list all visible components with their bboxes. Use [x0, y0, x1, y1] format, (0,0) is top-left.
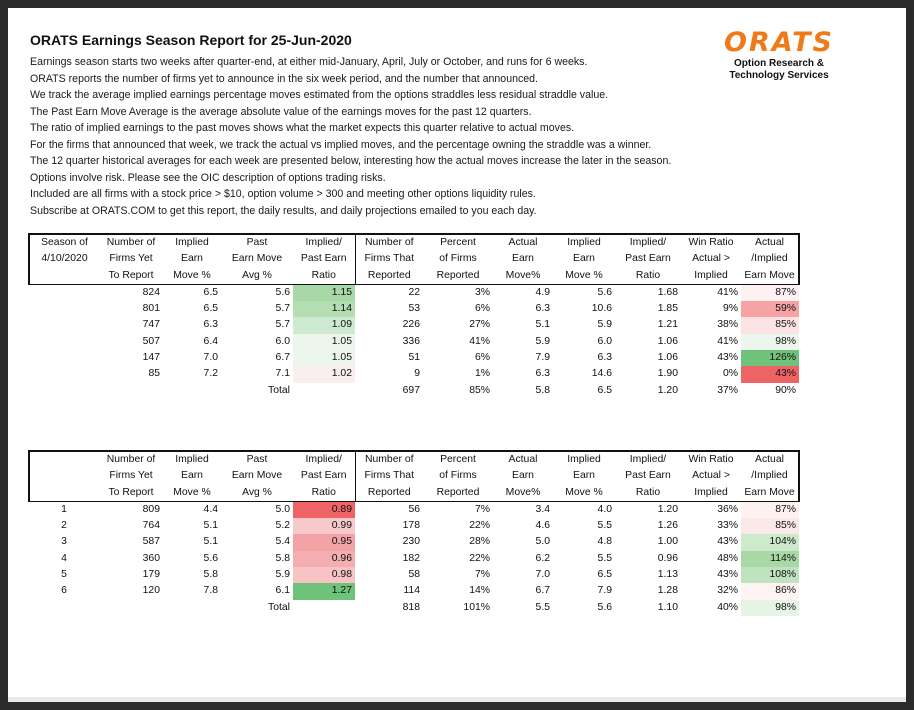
logo-subtitle: Option Research & — [733, 58, 825, 69]
table-cell: 1% — [474, 368, 490, 380]
column-header: Reported — [355, 485, 423, 502]
table-cell: 43% — [741, 366, 799, 382]
table-cell: 43% — [717, 569, 738, 581]
row-label-header: Season of — [29, 234, 99, 251]
table-cell: 5.6 — [203, 552, 218, 564]
table-cell: 5.7 — [275, 319, 290, 331]
total-pct: 85% — [469, 384, 490, 396]
table-cell: 126% — [741, 350, 799, 366]
table-cell: 41% — [717, 335, 738, 347]
total-actual: 5.8 — [535, 384, 550, 396]
table-cell: 1.20 — [657, 503, 678, 515]
week-number — [29, 301, 99, 317]
column-header: Implied/ — [293, 234, 355, 251]
column-header: Earn — [512, 470, 534, 482]
column-header: Ratio — [615, 485, 681, 502]
table-cell: 22 — [408, 286, 420, 298]
table-cell: 7.8 — [203, 585, 218, 597]
column-header: Past Earn — [625, 470, 671, 482]
table-cell: 7.9 — [535, 352, 550, 364]
column-header: Actual > — [692, 470, 730, 482]
table-cell: 114% — [741, 551, 799, 567]
table-row — [29, 583, 799, 599]
total-reported: 818 — [402, 601, 420, 613]
column-header: Earn — [181, 470, 203, 482]
table-cell: 1.90 — [657, 368, 678, 380]
column-header: Actual — [741, 234, 799, 251]
table-cell: 9% — [722, 303, 738, 315]
table-cell: 22% — [469, 552, 490, 564]
table-cell: 5.0 — [535, 536, 550, 548]
empty-cell — [29, 600, 99, 616]
table-row — [29, 501, 799, 518]
table-cell: 41% — [717, 286, 738, 298]
table-cell: 801 — [142, 303, 160, 315]
empty-cell — [293, 383, 355, 399]
column-header: Firms That — [355, 251, 423, 267]
column-header: of Firms — [439, 253, 477, 265]
table-cell: 5.8 — [203, 569, 218, 581]
orats-logo — [724, 28, 834, 82]
table-cell: 85% — [741, 317, 799, 333]
total-implied: 5.6 — [597, 601, 612, 613]
table-cell: 5.5 — [597, 552, 612, 564]
table-cell: 7.9 — [597, 585, 612, 597]
table-cell: 4.6 — [535, 520, 550, 532]
weekly-history-table — [28, 450, 800, 616]
column-header: of Firms — [439, 470, 477, 482]
total-ratio: 1.10 — [657, 601, 678, 613]
column-header: Firms That — [355, 468, 423, 484]
intro-line: The ratio of implied earnings to the past moves shows what the market expects this quarter relative to actual moves. — [30, 122, 575, 134]
column-header: Implied/ — [615, 451, 681, 468]
row-label-header — [29, 451, 99, 468]
table-cell: 104% — [741, 534, 799, 550]
total-label: Total — [268, 601, 290, 613]
table-cell: 360 — [142, 552, 160, 564]
column-header: Earn Move — [231, 470, 283, 482]
column-header: Earn Move — [741, 268, 799, 285]
intro-line: The Past Earn Move Average is the average absolute value of the earnings moves for the past 12 quarters. — [30, 105, 532, 118]
table-cell: 6.7 — [535, 585, 550, 597]
table-cell: 226 — [402, 319, 420, 331]
table-cell: 87% — [741, 501, 799, 518]
intro-line: Options involve risk. Please see the OIC description of options trading risks. — [30, 171, 386, 184]
column-header: Move % — [163, 485, 221, 502]
table-cell: 1.14 — [293, 301, 355, 317]
table-cell: 1.06 — [657, 335, 678, 347]
week-number: 2 — [61, 520, 67, 532]
table-cell: 182 — [402, 552, 420, 564]
table-row — [29, 334, 799, 350]
table-row — [29, 551, 799, 567]
total-actual: 5.5 — [535, 601, 550, 613]
table-cell: 1.68 — [657, 286, 678, 298]
column-header: Implied/ — [293, 451, 355, 468]
table-cell: 5.9 — [535, 335, 550, 347]
total-win: 37% — [717, 384, 738, 396]
column-header: Move% — [493, 268, 553, 285]
column-header: Actual > — [692, 253, 730, 265]
table-cell: 28% — [469, 536, 490, 548]
column-header: Earn — [573, 470, 595, 482]
table-cell: 178 — [402, 520, 420, 532]
table-cell: 4.4 — [203, 503, 218, 515]
column-header: Past Earn — [300, 470, 347, 482]
column-header: Number of — [99, 451, 163, 468]
column-header: Win Ratio — [681, 234, 741, 251]
column-header: Earn Move — [741, 485, 799, 502]
column-header: Implied/ — [615, 234, 681, 251]
table-cell: 6.3 — [597, 352, 612, 364]
column-header: Firms Yet — [109, 253, 153, 265]
column-header: Earn — [573, 253, 595, 265]
table-cell: 0.95 — [293, 534, 355, 550]
week-number — [29, 284, 99, 301]
table-cell: 6.1 — [275, 585, 290, 597]
table-cell: 1.06 — [657, 352, 678, 364]
table-cell: 85 — [148, 368, 160, 380]
total-label: Total — [268, 384, 290, 396]
empty-cell — [99, 600, 163, 616]
table-cell: 1.09 — [293, 317, 355, 333]
table-cell: 6.3 — [535, 368, 550, 380]
table-cell: 1.26 — [657, 520, 678, 532]
week-number: 3 — [61, 536, 67, 548]
table-row — [29, 518, 799, 534]
table-cell: 5.4 — [275, 536, 290, 548]
total-earn: 90% — [775, 384, 796, 396]
column-header: Number of — [355, 451, 423, 468]
table-cell: 5.7 — [275, 303, 290, 315]
total-win: 40% — [717, 601, 738, 613]
table-cell: 0.96 — [657, 552, 678, 564]
row-label-header — [29, 468, 99, 484]
table-cell: 4.8 — [597, 536, 612, 548]
table-cell: 14% — [469, 585, 490, 597]
table-cell: 6.5 — [597, 569, 612, 581]
table-cell: 5.2 — [275, 520, 290, 532]
logo-subtitle: Technology Services — [729, 70, 829, 81]
intro-text — [30, 54, 671, 219]
table-cell: 22% — [469, 520, 490, 532]
empty-cell — [29, 383, 99, 399]
table-cell: 5.1 — [203, 520, 218, 532]
week-number — [29, 366, 99, 382]
table-row — [29, 301, 799, 317]
table-cell: 5.0 — [275, 503, 290, 515]
table-cell: 85% — [741, 518, 799, 534]
table-cell: 6.7 — [275, 352, 290, 364]
table-cell: 87% — [741, 284, 799, 301]
column-header: Move % — [553, 268, 615, 285]
table-cell: 38% — [717, 319, 738, 331]
column-header: To Report — [99, 268, 163, 285]
column-header: Actual — [493, 451, 553, 468]
table-cell: 6.5 — [203, 286, 218, 298]
table-cell: 7% — [474, 569, 490, 581]
table-cell: 179 — [142, 569, 160, 581]
column-header: Implied — [163, 234, 221, 251]
column-header: /Implied — [741, 468, 799, 484]
table-cell: 6.4 — [203, 335, 218, 347]
table-cell: 1.15 — [293, 284, 355, 301]
table-cell: 5.1 — [203, 536, 218, 548]
table-cell: 587 — [142, 536, 160, 548]
column-header: Actual — [741, 451, 799, 468]
report-sheet — [8, 8, 906, 702]
table-cell: 0% — [722, 368, 738, 380]
table-cell: 7.2 — [203, 368, 218, 380]
intro-line: Included are all firms with a stock price > $10, option volume > 300 and meeting other options liquidity rules. — [30, 188, 536, 200]
intro-line: ORATS reports the number of firms yet to announce in the six week period, and the number that announced. — [30, 72, 538, 85]
column-header: Move% — [493, 485, 553, 502]
table-cell: 6.0 — [275, 335, 290, 347]
total-ratio: 1.20 — [657, 384, 678, 396]
column-header: Implied — [681, 485, 741, 502]
column-header: Move % — [553, 485, 615, 502]
total-row — [29, 600, 799, 616]
table-cell: 6.2 — [535, 552, 550, 564]
table-cell: 1.05 — [293, 350, 355, 366]
total-row — [29, 383, 799, 399]
total-pct: 101% — [463, 601, 490, 613]
table-row — [29, 366, 799, 382]
column-header: To Report — [99, 485, 163, 502]
table-cell: 1.21 — [657, 319, 678, 331]
table-cell: 56 — [408, 503, 420, 515]
table-cell: 1.02 — [293, 366, 355, 382]
total-implied: 6.5 — [597, 384, 612, 396]
table-cell: 36% — [717, 503, 738, 515]
column-header: Reported — [423, 268, 493, 285]
header-row — [29, 251, 799, 267]
logo-wordmark: ORATS — [724, 27, 834, 58]
table-cell: 6.5 — [203, 303, 218, 315]
column-header: Firms Yet — [109, 470, 153, 482]
table-cell: 98% — [741, 334, 799, 350]
table-cell: 1.13 — [657, 569, 678, 581]
table-cell: 7% — [474, 503, 490, 515]
table-cell: 507 — [142, 335, 160, 347]
row-label-header: 4/10/2020 — [29, 251, 99, 267]
week-number: 1 — [61, 503, 67, 515]
table-cell: 764 — [142, 520, 160, 532]
column-header: Reported — [355, 268, 423, 285]
table-cell: 809 — [142, 503, 160, 515]
intro-line: For the firms that announced that week, we track the actual vs implied moves, and the percentage owning the straddle was a winner. — [30, 138, 652, 151]
table-cell: 14.6 — [591, 368, 612, 380]
header-row — [29, 468, 799, 484]
table-cell: 27% — [469, 319, 490, 331]
table-cell: 6.3 — [535, 303, 550, 315]
table-cell: 41% — [469, 335, 490, 347]
table-cell: 58 — [408, 569, 420, 581]
table-cell: 1.85 — [657, 303, 678, 315]
table-cell: 0.99 — [293, 518, 355, 534]
column-header: Reported — [423, 485, 493, 502]
table-cell: 43% — [717, 536, 738, 548]
table-cell: 5.9 — [275, 569, 290, 581]
column-header: Percent — [423, 234, 493, 251]
table-cell: 7.0 — [203, 352, 218, 364]
table-cell: 5.1 — [535, 319, 550, 331]
table-cell: 0.89 — [293, 501, 355, 518]
week-number — [29, 317, 99, 333]
table-cell: 51 — [408, 352, 420, 364]
week-number — [29, 350, 99, 366]
table-cell: 6.3 — [203, 319, 218, 331]
week-number: 4 — [61, 552, 67, 564]
table-cell: 6% — [474, 303, 490, 315]
column-header: Past Earn — [625, 253, 671, 265]
table-cell: 1.28 — [657, 585, 678, 597]
table-cell: 120 — [142, 585, 160, 597]
table-cell: 230 — [402, 536, 420, 548]
table-cell: 4.9 — [535, 286, 550, 298]
week-number: 5 — [61, 569, 67, 581]
column-header: Ratio — [293, 485, 355, 502]
table-cell: 10.6 — [591, 303, 612, 315]
table-cell: 5.5 — [597, 520, 612, 532]
table-cell: 108% — [741, 567, 799, 583]
column-header: Implied — [553, 451, 615, 468]
header-row — [29, 268, 799, 285]
column-header: Earn — [512, 253, 534, 265]
column-header: Win Ratio — [681, 451, 741, 468]
table-cell: 33% — [717, 520, 738, 532]
total-earn: 98% — [741, 600, 799, 616]
table-row — [29, 350, 799, 366]
report-title: ORATS Earnings Season Report for 25-Jun-2020 — [30, 32, 352, 48]
column-header: Implied — [553, 234, 615, 251]
table-cell: 824 — [142, 286, 160, 298]
table-cell: 48% — [717, 552, 738, 564]
column-header: Percent — [423, 451, 493, 468]
header-row — [29, 485, 799, 502]
column-header: Earn Move — [231, 253, 283, 265]
table-cell: 114 — [403, 585, 420, 597]
page-bottom-strip — [8, 697, 906, 702]
column-header: Implied — [163, 451, 221, 468]
column-header: Ratio — [615, 268, 681, 285]
table-cell: 7.0 — [535, 569, 550, 581]
table-row — [29, 534, 799, 550]
intro-line: Subscribe at ORATS.COM to get this report, the daily results, and daily projections emailed to you each day. — [30, 204, 537, 217]
empty-cell — [163, 383, 221, 399]
total-reported: 697 — [402, 384, 420, 396]
header-row — [29, 451, 799, 468]
table-cell: 747 — [142, 319, 160, 331]
table-cell: 5.9 — [597, 319, 612, 331]
column-header: Earn — [181, 253, 203, 265]
season-table — [28, 233, 800, 399]
row-label-header — [29, 268, 99, 285]
empty-cell — [99, 383, 163, 399]
table-cell: 9 — [414, 368, 420, 380]
table-cell: 86% — [741, 583, 799, 599]
table-cell: 7.1 — [275, 368, 290, 380]
intro-line: Earnings season starts two weeks after quarter-end, at either mid-January, April, July or October, and runs for 6 weeks. — [30, 56, 588, 68]
intro-line: The 12 quarter historical averages for each week are presented below, interesting how the actual moves increase the later in the season. — [30, 155, 672, 167]
header-row — [29, 234, 799, 251]
table-cell: 4.0 — [597, 503, 612, 515]
table-cell: 5.8 — [275, 552, 290, 564]
column-header: Move % — [163, 268, 221, 285]
week-number: 6 — [61, 585, 67, 597]
table-cell: 1.05 — [293, 334, 355, 350]
empty-cell — [293, 600, 355, 616]
table-cell: 6% — [474, 352, 490, 364]
table-cell: 43% — [717, 352, 738, 364]
table-cell: 5.6 — [275, 286, 290, 298]
table-cell: 336 — [402, 335, 420, 347]
table-row — [29, 567, 799, 583]
intro-line: We track the average implied earnings percentage moves estimated from the options straddles less residual straddle value. — [30, 89, 609, 101]
column-header: Ratio — [293, 268, 355, 285]
table-cell: 3.4 — [535, 503, 550, 515]
column-header: Past — [221, 451, 293, 468]
table-cell: 32% — [717, 585, 738, 597]
table-cell: 1.27 — [293, 583, 355, 599]
table-cell: 1.00 — [657, 536, 678, 548]
table-cell: 53 — [408, 303, 420, 315]
column-header: Implied — [681, 268, 741, 285]
column-header: Past Earn — [300, 253, 347, 265]
table-row — [29, 317, 799, 333]
table-row — [29, 284, 799, 301]
table-cell: 3% — [474, 286, 490, 298]
column-header: Past — [221, 234, 293, 251]
column-header: Number of — [99, 234, 163, 251]
table-cell: 59% — [741, 301, 799, 317]
table-cell: 0.96 — [293, 551, 355, 567]
table-cell: 6.0 — [597, 335, 612, 347]
table-cell: 5.6 — [597, 286, 612, 298]
week-number — [29, 334, 99, 350]
column-header: Number of — [355, 234, 423, 251]
column-header: Avg % — [221, 485, 293, 502]
row-label-header — [29, 485, 99, 502]
column-header: Actual — [493, 234, 553, 251]
column-header: Avg % — [221, 268, 293, 285]
table-cell: 0.98 — [293, 567, 355, 583]
table-cell: 147 — [142, 352, 160, 364]
column-header: /Implied — [741, 251, 799, 267]
empty-cell — [163, 600, 221, 616]
